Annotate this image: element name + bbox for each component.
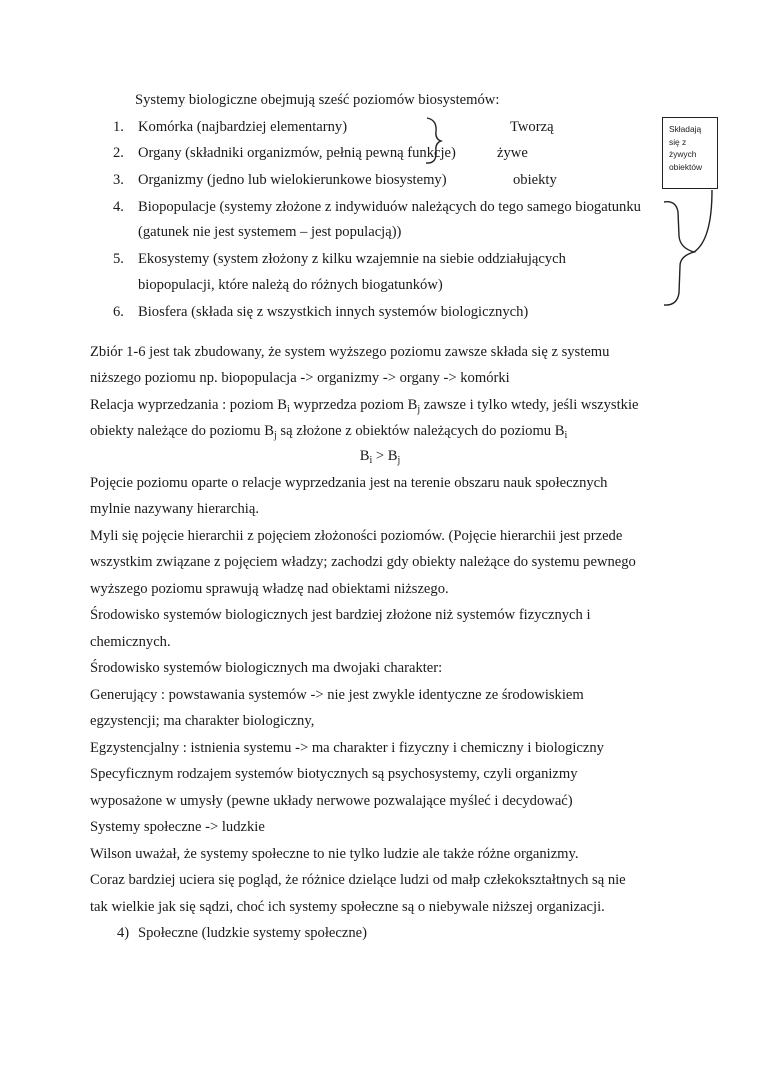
side-note-line: się z [669, 136, 687, 147]
body-line: wyposażone w umysły (pewne układy nerwowe pozwalające myśleć i decydować) [90, 793, 573, 809]
relation-line-2: obiekty należące do poziomu $B_j$ są złożone z obiektów należących do poziomu $B_i$ [90, 423, 568, 441]
intro-text: Systemy biologiczne obejmują sześć poziomów biosystemów: [135, 92, 500, 108]
body-line: Myli się pojęcie hierarchii z pojęciem złożoności poziomów. (Pojęcie hierarchii jest przede [90, 528, 623, 544]
relation-line-1: Relacja wyprzedzania : poziom $B_i$ wyprzedza poziom $B_j$ zawsze i tylko wtedy, jeśli wszystkie [90, 397, 639, 415]
list-item-komorka: Komórka (najbardziej elementarny) [138, 119, 348, 135]
bracket-note-line: Tworzą [510, 119, 554, 135]
body-line: Wilson uważał, że systemy społeczne to nie tylko ludzie ale także różne organizmy. [90, 846, 579, 862]
paragraph-line: niższego poziomu np. biopopulacja -> organizmy -> organy -> komórki [90, 370, 510, 386]
body-line: Egzystencjalny : istnienia systemu -> ma charakter i fizyczny i chemiczny i biologiczny [90, 740, 604, 756]
body-line: wyższego poziomu sprawują władzę nad obiektami niższego. [90, 581, 449, 597]
body-line: Środowisko systemów biologicznych ma dwojaki charakter: [90, 660, 443, 676]
body-line: wszystkim związane z pojęciem władzy; zachodzi gdy obiekty należące do systemu pewnego [90, 554, 636, 570]
body-line: egzystencji; ma charakter biologiczny, [90, 713, 315, 729]
relation-formula: $B_i > B_j$ [359, 448, 401, 466]
large-brace-icon [664, 202, 694, 305]
body-line: tak wielkie jak się sądzi, choć ich systemy społeczne są o niebywale niższej organizacji. [90, 899, 605, 915]
list-item-ekosystemy: Ekosystemy (system złożony z kilku wzajemnie na siebie oddziałujących [138, 251, 566, 267]
side-note-line: Składają [669, 124, 702, 134]
final-item-text: Społeczne (ludzkie systemy społeczne) [138, 925, 367, 941]
final-item-number: 4) [117, 925, 130, 941]
list-item-biosfera: Biosfera (składa się z wszystkich innych systemów biologicznych) [138, 304, 529, 320]
side-note-line: obiektów [669, 161, 703, 172]
body-line: Generujący : powstawania systemów -> nie jest zwykle identyczne ze środowiskiem [90, 687, 584, 703]
body-line: mylnie nazywany hierarchią. [90, 501, 259, 517]
list-number: 2. [113, 145, 124, 161]
list-number: 6. [113, 304, 124, 320]
body-line: Środowisko systemów biologicznych jest bardziej złożone niż systemów fizycznych i [90, 607, 591, 623]
list-number: 1. [113, 119, 124, 135]
list-item-organy: Organy (składniki organizmów, pełnią pewną funkcje) [138, 145, 456, 161]
list-item-biopopulacje: Biopopulacje (systemy złożone z indywiduów należących do tego samego biogatunku [138, 199, 641, 215]
body-line: chemicznych. [90, 634, 171, 650]
bracket-note-line: żywe [497, 145, 528, 161]
side-note-box [662, 117, 718, 189]
list-item-organizmy: Organizmy (jedno lub wielokierunkowe biosystemy) [138, 172, 447, 188]
list-item-biopopulacje-cont: (gatunek nie jest systemem – jest populacją)) [138, 224, 402, 240]
body-line: Coraz bardziej uciera się pogląd, że różnice dzielące ludzi od małp człekokształtnych są nie [90, 872, 626, 888]
list-number: 3. [113, 172, 124, 188]
list-number: 4. [113, 199, 124, 215]
connector-line-icon [694, 190, 712, 252]
body-line: Pojęcie poziomu oparte o relacje wyprzedzania jest na terenie obszaru nauk społecznych [90, 475, 608, 491]
body-line: Systemy społeczne -> ludzkie [90, 819, 265, 835]
paragraph-line: Zbiór 1-6 jest tak zbudowany, że system wyższego poziomu zawsze składa się z systemu [90, 344, 610, 360]
body-line: Specyficznym rodzajem systemów biotycznych są psychosystemy, czyli organizmy [90, 766, 578, 782]
side-note-line: żywych [669, 149, 697, 159]
bracket-note-line: obiekty [513, 172, 557, 188]
list-item-ekosystemy-cont: biopopulacji, które należą do różnych biogatunków) [138, 277, 443, 293]
list-number: 5. [113, 251, 124, 267]
